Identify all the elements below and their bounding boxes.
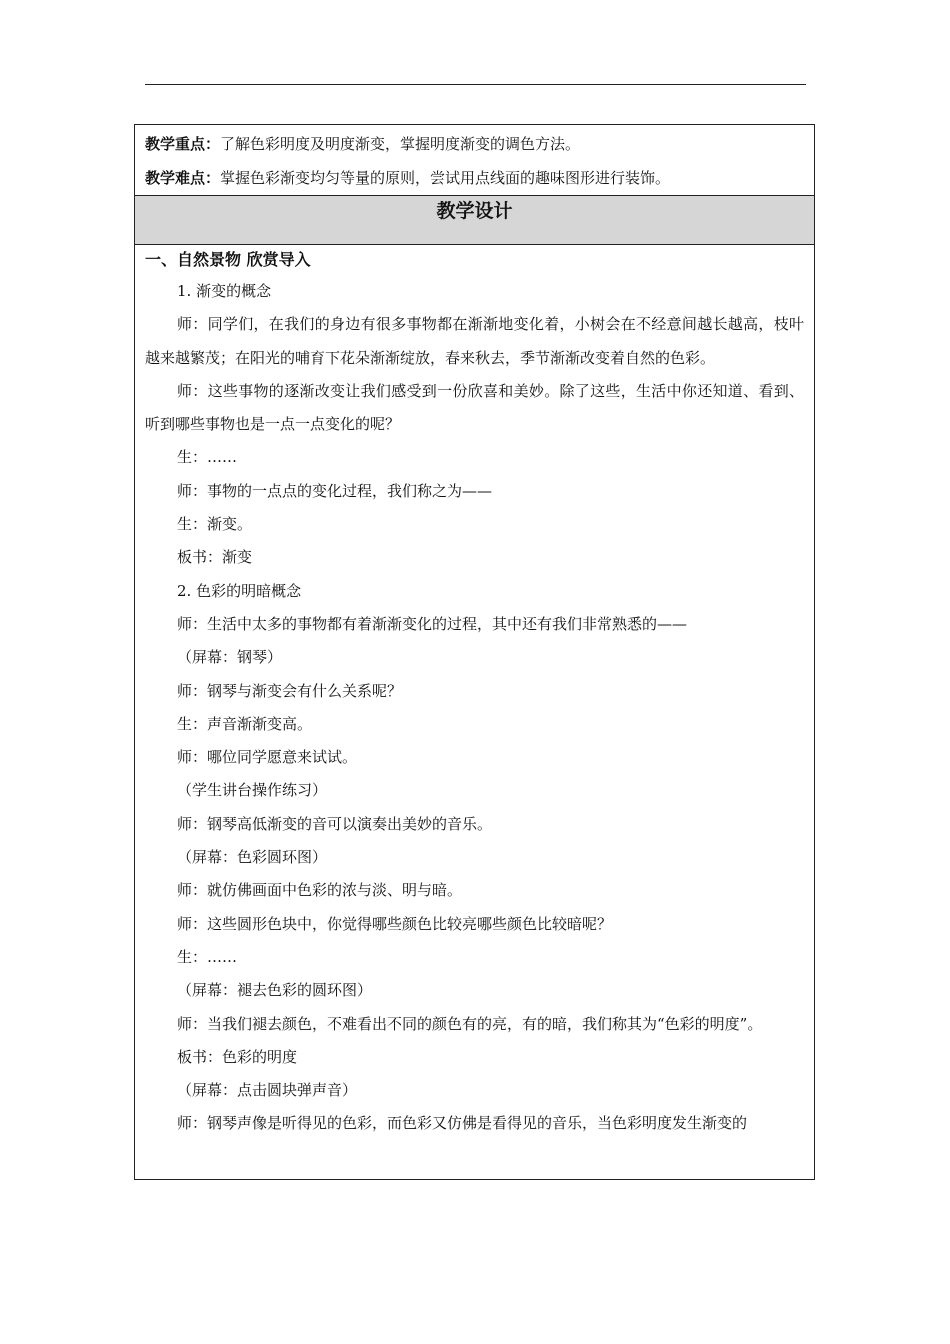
paragraph: 师：钢琴高低渐变的音可以演奏出美妙的音乐。 bbox=[177, 814, 493, 833]
paragraph: 师：就仿佛画面中色彩的浓与淡、明与暗。 bbox=[177, 881, 463, 900]
difficult-point-text: 掌握色彩渐变均匀等量的原则，尝试用点线面的趣味图形进行装饰。 bbox=[220, 169, 671, 187]
paragraph-list bbox=[145, 275, 804, 1141]
paragraph: 2. 色彩的明暗概念 bbox=[177, 581, 302, 600]
design-heading: 教学设计 bbox=[135, 195, 814, 245]
paragraph: 师：这些事物的逐渐改变让我们感受到一份欣喜和美妙。除了这些，生活中你还知道、看到、听到哪些事物也是一点一点变化的呢？ bbox=[145, 381, 804, 434]
paragraph: 师：事物的一点点的变化过程，我们称之为—— bbox=[177, 481, 493, 500]
paragraph: 师：当我们褪去颜色，不难看出不同的颜色有的亮，有的暗，我们称其为“色彩的明度”。 bbox=[177, 1014, 763, 1033]
paragraph: 师：这些圆形色块中，你觉得哪些颜色比较亮哪些颜色比较暗呢？ bbox=[177, 914, 613, 933]
key-points bbox=[135, 125, 814, 195]
header-rule bbox=[145, 84, 806, 85]
paragraph: 生：声音渐渐变高。 bbox=[177, 714, 313, 733]
design-body bbox=[135, 245, 814, 1141]
paragraph: （屏幕：褪去色彩的圆环图） bbox=[177, 981, 373, 1000]
key-point-text: 了解色彩明度及明度渐变，掌握明度渐变的调色方法。 bbox=[220, 135, 581, 153]
lesson-plan-table bbox=[134, 124, 815, 1180]
paragraph: 生：渐变。 bbox=[177, 515, 253, 534]
key-point-label: 教学重点： bbox=[145, 135, 221, 153]
section-title: 一、自然景物 欣赏导入 bbox=[145, 250, 311, 269]
key-point-row bbox=[145, 127, 814, 161]
difficult-point-label: 教学难点： bbox=[145, 169, 221, 187]
paragraph: 师：同学们，在我们的身边有很多事物都在渐渐地变化着，小树会在不经意间越长越高，枝叶越来越繁茂；在阳光的哺育下花朵渐渐绽放，春来秋去，季节渐渐改变着自然的色彩。 bbox=[145, 315, 804, 367]
paragraph: 板书：色彩的明度 bbox=[177, 1047, 298, 1066]
paragraph: 生：…… bbox=[177, 448, 238, 467]
paragraph: （屏幕：点击圆块弹声音） bbox=[177, 1081, 358, 1100]
difficult-point-row bbox=[145, 161, 814, 195]
paragraph: 师：生活中太多的事物都有着渐渐变化的过程，其中还有我们非常熟悉的—— bbox=[177, 614, 688, 633]
paragraph: 师：钢琴与渐变会有什么关系呢？ bbox=[177, 681, 403, 700]
paragraph: （屏幕：钢琴） bbox=[177, 648, 283, 667]
paragraph: 板书：渐变 bbox=[177, 548, 253, 567]
paragraph: 生：…… bbox=[177, 947, 238, 966]
paragraph: 师：哪位同学愿意来试试。 bbox=[177, 748, 358, 767]
paragraph: （学生讲台操作练习） bbox=[177, 781, 328, 800]
paragraph: （屏幕：色彩圆环图） bbox=[177, 848, 328, 867]
paragraph: 师：钢琴声像是听得见的色彩，而色彩又仿佛是看得见的音乐，当色彩明度发生渐变的 bbox=[177, 1114, 748, 1133]
paragraph: 1. 渐变的概念 bbox=[177, 282, 272, 300]
